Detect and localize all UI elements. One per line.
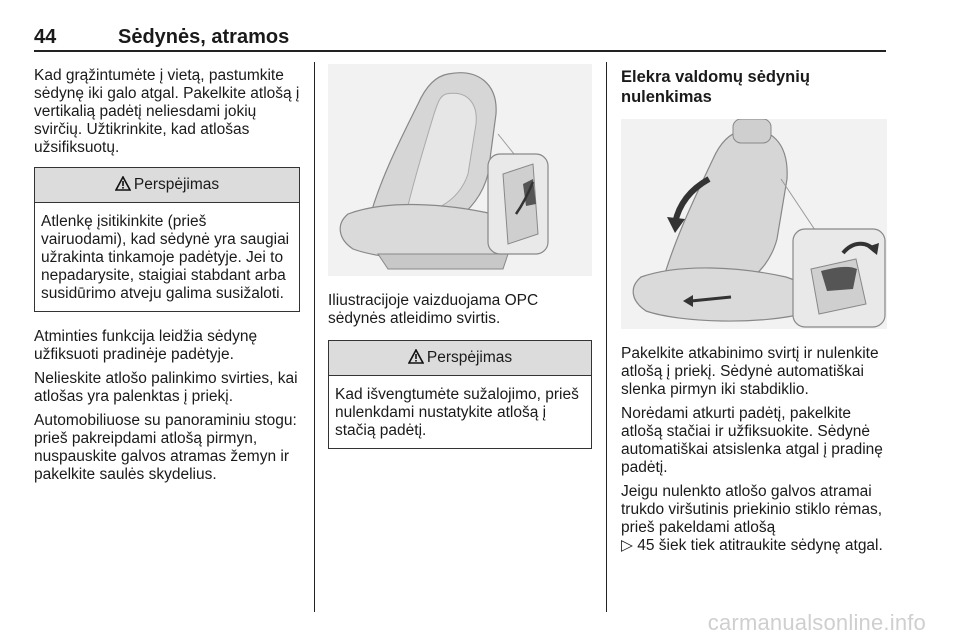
column-middle bbox=[328, 64, 592, 465]
header-rule bbox=[34, 50, 886, 52]
paragraph-text: Jeigu nulenkto atlošo galvos atramai trukdo viršutinis priekinio stiklo rėmas, prieš pakeldami atlošą bbox=[621, 483, 883, 536]
page-reference-icon[interactable]: ▷ bbox=[621, 537, 633, 554]
paragraph: Atminties funkcija leidžia sėdynę užfiksuoti pradinėje padėtyje. bbox=[34, 328, 258, 363]
page-reference[interactable]: 45 bbox=[637, 537, 655, 554]
page-number: 44 bbox=[34, 26, 57, 48]
figure-caption: Iliustracijoje vaizduojama OPC sėdynės atleidimo svirtis. bbox=[328, 292, 539, 327]
warning-header bbox=[35, 168, 299, 203]
seat-release-lever-illustration bbox=[328, 64, 592, 276]
warning-title: Perspėjimas bbox=[133, 176, 220, 193]
warning-text: Atlenkę įsitikinkite (prieš vairuodami), kad sėdynė yra saugiai užrakinta tinkamoje padėtyje. Jei to nepadarysite, staigiai stabdant arba susidūrimo atveju galima susižaloti. bbox=[41, 213, 290, 302]
warning-icon bbox=[115, 176, 131, 191]
paragraph: Nelieskite atlošo palinkimo svirties, kai atlošas yra palenktas į priekį. bbox=[34, 370, 298, 405]
column-divider-2 bbox=[606, 62, 607, 612]
warning-box bbox=[328, 340, 592, 449]
paragraph bbox=[621, 483, 887, 555]
warning-icon bbox=[408, 349, 424, 364]
opc-seat-illustration bbox=[328, 64, 592, 276]
column-right bbox=[621, 67, 887, 561]
watermark: carmanualsonline.info bbox=[707, 610, 926, 635]
warning-title: Perspėjimas bbox=[426, 349, 513, 366]
paragraph: Automobiliuose su panoraminiu stogu: prieš pakreipdami atlošą pirmyn, nuspauskite galvos atramas žemyn ir pakelkite saulės skydelius. bbox=[34, 412, 297, 483]
column-left bbox=[34, 67, 300, 490]
paragraph: Kad grąžintumėte į vietą, pastumkite sėdynę iki galo atgal. Pakelkite atlošą į vertikalią padėtį neliesdami jokių svirčių. Užtikrinkite, kad atlošas užsifiksuotų. bbox=[34, 67, 300, 156]
electric-seat-fold-illustration bbox=[621, 119, 887, 329]
section-title: Elekra valdomų sėdynių nulenkimas bbox=[621, 68, 810, 106]
warning-header bbox=[329, 341, 591, 376]
warning-box bbox=[34, 167, 300, 312]
paragraph: Norėdami atkurti padėtį, pakelkite atlošą stačiai ir užfiksuokite. Sėdynė automatiškai atsislenka atgal į pradinę padėtį. bbox=[621, 405, 883, 476]
paragraph-text-end: šiek tiek atitraukite sėdynę atgal. bbox=[658, 537, 883, 554]
warning-text: Kad išvengtumėte sužalojimo, prieš nulenkdami nustatykite atlošą į stačią padėtį. bbox=[335, 386, 579, 439]
column-divider-1 bbox=[314, 62, 315, 612]
electric-seat-illustration bbox=[621, 119, 887, 329]
page-header bbox=[34, 22, 886, 52]
paragraph: Pakelkite atkabinimo svirtį ir nulenkite atlošą į priekį. Sėdynė automatiškai slenka pirmyn iki stabdiklio. bbox=[621, 345, 879, 398]
chapter-title: Sėdynės, atramos bbox=[118, 26, 290, 48]
